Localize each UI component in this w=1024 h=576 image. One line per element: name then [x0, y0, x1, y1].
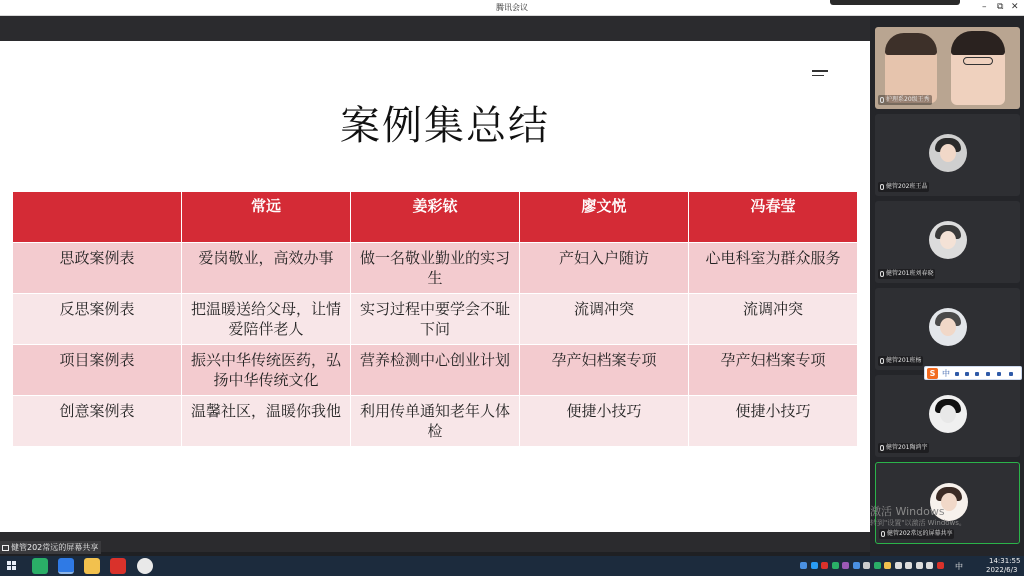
- tray-icon[interactable]: [926, 562, 933, 569]
- row-label-cell: 反思案例表: [13, 294, 182, 345]
- tray-icon[interactable]: [821, 562, 828, 569]
- window-titlebar: [0, 0, 1024, 16]
- table-cell: 产妇入户随访: [520, 243, 689, 294]
- avatar: [929, 308, 967, 346]
- ime-voice-icon[interactable]: [975, 372, 979, 376]
- tencent-meeting-icon[interactable]: [58, 558, 74, 574]
- participant-video: [951, 31, 1005, 105]
- ime-language-toggle[interactable]: 中: [942, 369, 950, 378]
- participant-tile[interactable]: [875, 27, 1020, 109]
- ime-keyboard-icon[interactable]: [986, 372, 990, 376]
- file-explorer-icon[interactable]: [84, 558, 100, 574]
- tray-icon[interactable]: [863, 562, 870, 569]
- menu-icon[interactable]: [812, 70, 828, 79]
- table-cell: 实习过程中要学会不耻下问: [351, 294, 520, 345]
- participant-name: 健管201班杨: [878, 356, 923, 366]
- tray-icon[interactable]: [853, 562, 860, 569]
- restore-button[interactable]: ⧉: [997, 2, 1004, 12]
- participant-tile[interactable]: [875, 375, 1020, 457]
- participant-name: 护理系20级王秀: [878, 95, 932, 105]
- input-language-indicator[interactable]: 中: [955, 562, 963, 571]
- screen-share-label: 健管202常远的屏幕共享: [0, 541, 101, 554]
- table-cell: 流调冲突: [520, 294, 689, 345]
- tray-icon[interactable]: [800, 562, 807, 569]
- row-label-cell: 项目案例表: [13, 345, 182, 396]
- table-cell: 便捷小技巧: [520, 396, 689, 447]
- table-cell: 营养检测中心创业计划: [351, 345, 520, 396]
- table-cell: 孕产妇档案专项: [689, 345, 858, 396]
- table-cell: 把温暖送给父母，让情爱陪伴老人: [182, 294, 351, 345]
- close-button[interactable]: ✕: [1011, 2, 1019, 12]
- table-row: [13, 243, 858, 294]
- table-cell: 振兴中华传统医药，弘扬中华传统文化: [182, 345, 351, 396]
- activation-subtitle: 转到"设置"以激活 Windows。: [870, 519, 966, 527]
- tray-icon[interactable]: [937, 562, 944, 569]
- screen-share-icon: [2, 545, 9, 551]
- ime-emoji-icon[interactable]: [965, 372, 969, 376]
- slide-title: 案例集总结: [340, 103, 550, 149]
- case-summary-table: [12, 191, 858, 447]
- table-cell: 爱岗敬业，高效办事: [182, 243, 351, 294]
- start-button[interactable]: [7, 561, 17, 571]
- participant-tile[interactable]: [875, 201, 1020, 283]
- ime-toolbar[interactable]: [924, 366, 1022, 380]
- table-cell: 温馨社区，温暖你我他: [182, 396, 351, 447]
- header-cell: [13, 192, 182, 243]
- participant-name: 健管202班王晶: [878, 182, 929, 192]
- avatar: [929, 395, 967, 433]
- table-cell: 流调冲突: [689, 294, 858, 345]
- clock-time[interactable]: 14:31:55: [989, 557, 1021, 565]
- header-cell: 冯春莹: [689, 192, 858, 243]
- microphone-icon: [880, 358, 884, 364]
- tray-icon[interactable]: [895, 562, 902, 569]
- minimize-button[interactable]: –: [982, 2, 987, 12]
- wps-icon[interactable]: [110, 558, 126, 574]
- row-label-cell: 思政案例表: [13, 243, 182, 294]
- participants-panel[interactable]: [870, 16, 1024, 556]
- table-row: [13, 345, 858, 396]
- table-cell: 便捷小技巧: [689, 396, 858, 447]
- chrome-icon[interactable]: [137, 558, 153, 574]
- windows-taskbar: [0, 556, 1024, 576]
- table-header-row: [13, 192, 858, 243]
- table-cell: 孕产妇档案专项: [520, 345, 689, 396]
- microphone-icon: [880, 184, 884, 190]
- ime-skin-icon[interactable]: [997, 372, 1001, 376]
- header-cell: 廖文悦: [520, 192, 689, 243]
- avatar: [929, 134, 967, 172]
- activation-watermark: 激活 Windows: [870, 505, 945, 518]
- share-bottom-strip: [0, 532, 870, 552]
- tray-icon[interactable]: [811, 562, 818, 569]
- microphone-icon: [880, 271, 884, 277]
- table-cell: 利用传单通知老年人体检: [351, 396, 520, 447]
- share-top-strip: [0, 16, 870, 41]
- participant-name: 健管201班刘春晓: [878, 269, 935, 279]
- participant-tile[interactable]: [875, 114, 1020, 196]
- avatar: [929, 221, 967, 259]
- ime-menu-icon[interactable]: [1009, 372, 1013, 376]
- table-row: [13, 294, 858, 345]
- table-cell: 心电科室为群众服务: [689, 243, 858, 294]
- titlebar-dropdown[interactable]: [830, 0, 960, 5]
- participant-name: 健管202常远的屏幕共享: [879, 529, 954, 539]
- table-row: [13, 396, 858, 447]
- app-title: 腾讯会议: [496, 3, 528, 12]
- sogou-logo-icon[interactable]: S: [927, 368, 938, 379]
- tray-icon[interactable]: [832, 562, 839, 569]
- microphone-icon: [880, 97, 884, 103]
- tray-icon[interactable]: [884, 562, 891, 569]
- wechat-icon[interactable]: [32, 558, 48, 574]
- microphone-icon: [880, 445, 884, 451]
- microphone-icon: [881, 531, 885, 537]
- participant-name: 健管201陶鸿宇: [878, 443, 929, 453]
- tray-icon[interactable]: [874, 562, 881, 569]
- participant-video: [885, 33, 937, 103]
- row-label-cell: 创意案例表: [13, 396, 182, 447]
- clock-date[interactable]: 2022/6/3: [986, 566, 1018, 574]
- ime-punct-icon[interactable]: [955, 372, 959, 376]
- tray-icon[interactable]: [842, 562, 849, 569]
- tray-icon[interactable]: [916, 562, 923, 569]
- tray-icon[interactable]: [905, 562, 912, 569]
- header-cell: 常远: [182, 192, 351, 243]
- table-cell: 做一名敬业勤业的实习生: [351, 243, 520, 294]
- header-cell: 姜彩铱: [351, 192, 520, 243]
- shared-slide: [0, 41, 870, 532]
- participant-tile[interactable]: [875, 288, 1020, 370]
